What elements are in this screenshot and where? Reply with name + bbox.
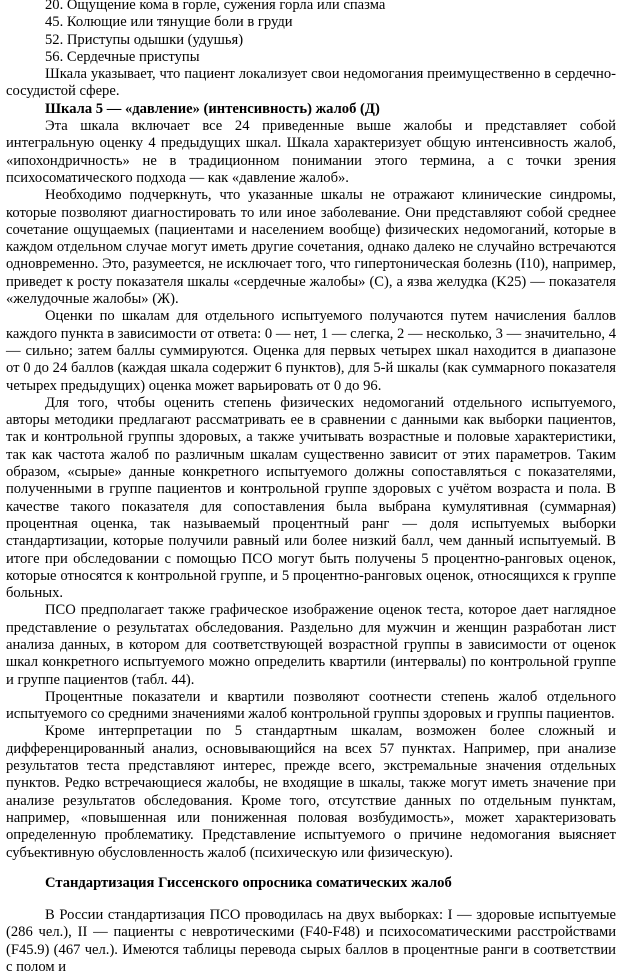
list-item: 52. Приступы одышки (удушья)	[45, 31, 244, 48]
paragraph-item-analysis: Кроме интерпретации по 5 стандартным шкалам, возможен более сложный и дифференцированный анализ, основывающийся на всех 57 пунктах. Например, при анализе результатов теста представляют интерес, прежде всего, экстремальные значения отдельных пунктов. Редко встречающиеся жалобы, не входящие в шкалы, также могут иметь значение при анализе результатов обследования. Кроме того, отсутствие данных по отдельным пунктам, например, «повышенная или пониженная половая возбудимость», может характеризовать определенную проблематику. Представление испытуемого о причине недомогания выясняет субъективную обусловленность жалоб (психическую или физическую).	[6, 723, 616, 861]
list-item: 20. Ощущение кома в горле, сужения горла или спазма	[45, 0, 386, 13]
list-item: 45. Колющие или тянущие боли в груди	[45, 14, 293, 31]
paragraph-graphic-representation: ПСО предполагает также графическое изображение оценок теста, которое дает наглядное представление о результатах обследования. Раздельно для мужчин и женщин разработан лист анализа данных, в котором для соответствующей возрастной группы в зависимости от оценок шкал конкретного испытуемого можно определить квартили (интервалы) по контрольной группе и группе пациентов (табл. 44).	[6, 602, 616, 688]
scale5-heading: Шкала 5 — «давление» (интенсивность) жалоб (Д)	[45, 100, 380, 117]
complaint-list	[6, 0, 616, 66]
paragraph-quartiles: Процентные показатели и квартили позволяют соотнести степень жалоб отдельного испытуемого со средними значениями жалоб контрольной группы здоровых и группы пациентов.	[6, 688, 616, 723]
list-item: 56. Сердечные приступы	[45, 48, 200, 65]
scale4-summary: Шкала указывает, что пациент локализует свои недомогания преимущественно в сердечно-сосудистой сфере.	[6, 66, 616, 100]
paragraph-scales-not-syndromes: Необходимо подчеркнуть, что указанные шкалы не отражают клинические синдромы, которые позволяют диагностировать то или иное заболевание. Они представляют собой среднее сочетание ощущаемых (пациентами и населением вообще) физических недомоганий, которые в каждом отдельном случае могут иметь другие сочетания, однако далеко не случайно встречаются одновременно. Это, разумеется, не исключает того, что гипертоническая болезнь (I10), например, приведет к росту показателя шкалы «сердечные жалобы» (С), а язва желудка (K25) — показателя «желудочные жалобы» (Ж).	[6, 187, 616, 308]
paragraph-percentile-rank: Для того, чтобы оценить степень физических недомоганий отдельного испытуемого, авторы методики предлагают рассматривать ее в сравнении с данными как выборки пациентов, так и контрольной группы здоровых, а также учитывать возрастные и половые характеристики, так как частота жалоб по различным шкалам существенно зависит от этих параметров. Таким образом, «сырые» данные конкретного испытуемого должны сопоставляться с показателями, полученными в группе пациентов и контрольной группе здоровых с учётом возраста и пола. В качестве такого показателя для сопоставления была выбрана кумулятивная (суммарная) процентная оценка, так называемый процентный ранг — доля испытуемых выборки стандартизации, которые получили равный или более низкий балл, чем данный испытуемый. В итоге при обследовании с помощью ПСО могут быть получены 5 процентно-ранговых оценок, которые относятся к контрольной группе, и 5 процентно-ранговых оценок, относящихся к группе больных.	[6, 394, 616, 602]
paragraph-scale5-description: Эта шкала включает все 24 приведенные выше жалобы и представляет собой интегральную оценку 4 предыдущих шкал. Шкала характеризует общую интенсивность жалоб, «ипохондричность» не в традиционном понимании этого термина, а с точки зрения психосоматического подхода — как «давление жалоб».	[6, 118, 616, 186]
section-heading-standardization: Стандартизация Гиссенского опросника соматических жалоб	[45, 874, 452, 891]
paragraph-russia-standardization: В России стандартизация ПСО проводилась на двух выборках: I — здоровые испытуемые (286 чел.), II — пациенты с невротическими (F40-F48) и психосоматическими расстройствами (F45.9) (467 чел.). Имеются таблицы перевода сырых баллов в процентные ранги в соответствии с полом и	[6, 907, 616, 976]
paragraph-scoring: Оценки по шкалам для отдельного испытуемого получаются путем начисления баллов каждого пункта в зависимости от ответа: 0 — нет, 1 — слегка, 2 — несколько, 3 — значительно, 4 — сильно; затем баллы суммируются. Оценка для первых четырех шкал находится в диапазоне от 0 до 24 баллов (каждая шкала содержит 6 пунктов), для 5-й шкалы (как суммарного показателя четырех предыдущих) оценка может варьировать от 0 до 96.	[6, 308, 616, 394]
